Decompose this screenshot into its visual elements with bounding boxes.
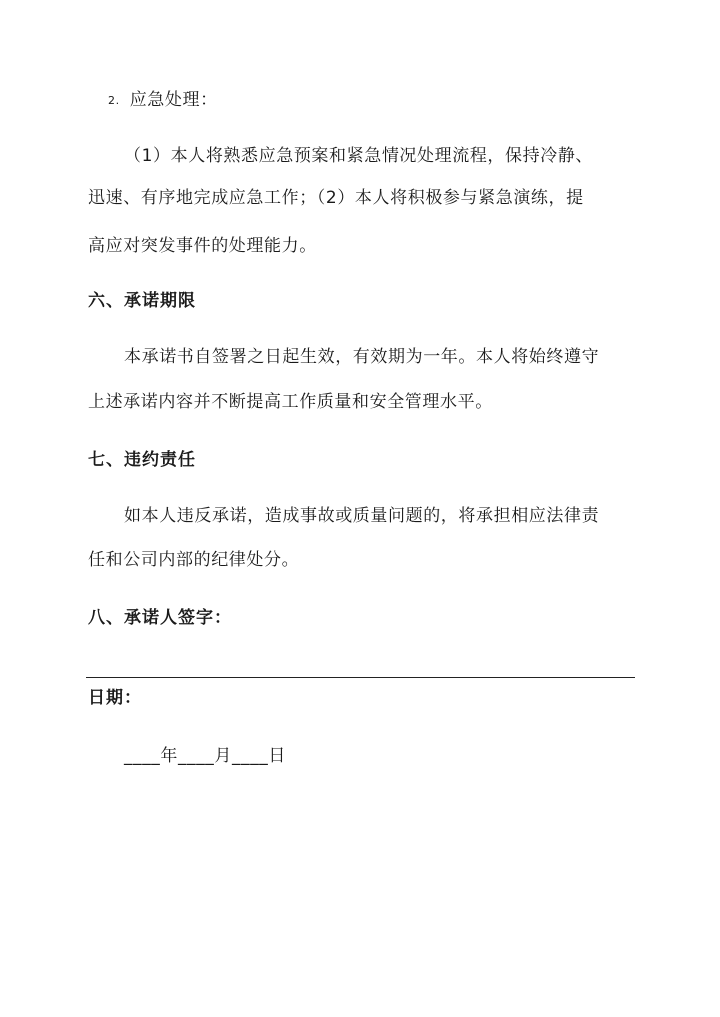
liability-paragraph-line-1: 如本人违反承诺，造成事故或质量问题的，将承担相应法律责: [124, 506, 600, 526]
signature-line: [86, 677, 635, 678]
emergency-paragraph-line-1: （1）本人将熟悉应急预案和紧急情况处理流程，保持冷静、: [124, 146, 594, 166]
section-heading-signature: 八、承诺人签字：: [88, 608, 232, 628]
date-label: 日期：: [88, 688, 142, 708]
emergency-item-title: 应急处理：: [129, 90, 218, 110]
emergency-subheading: [108, 88, 218, 113]
term-paragraph-line-1: 本承诺书自签署之日起生效，有效期为一年。本人将始终遵守: [124, 347, 600, 367]
term-paragraph-line-2: 上述承诺内容并不断提高工作质量和安全管理水平。: [88, 392, 493, 412]
section-heading-term: 六、承诺期限: [88, 291, 196, 311]
emergency-paragraph-line-3: 高应对突发事件的处理能力。: [88, 236, 317, 256]
liability-paragraph-line-2: 任和公司内部的纪律处分。: [88, 550, 300, 570]
section-heading-liability: 七、违约责任: [88, 450, 196, 470]
date-blank-fields: ____年____月____日: [124, 746, 286, 766]
emergency-paragraph-line-2: 迅速、有序地完成应急工作；（2）本人将积极参与紧急演练，提: [88, 188, 584, 208]
emergency-item-number: 2.: [108, 94, 120, 107]
